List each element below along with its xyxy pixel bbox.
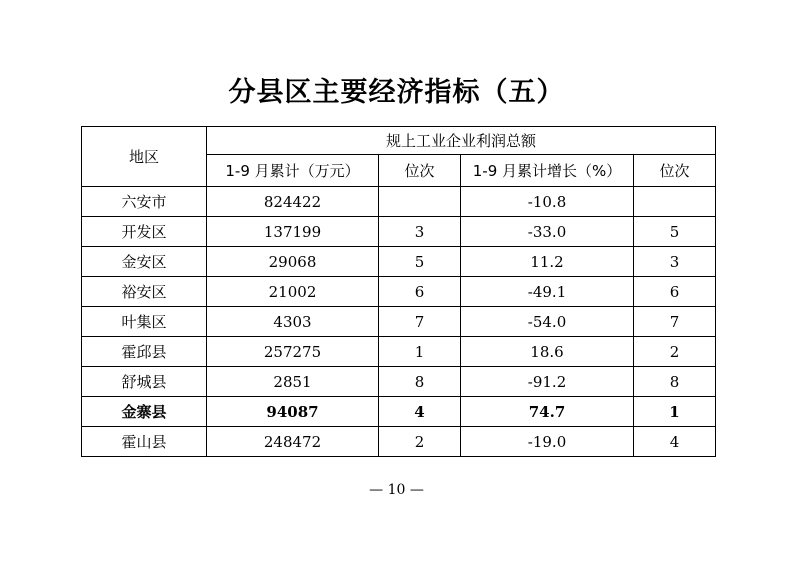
table-row	[82, 307, 716, 337]
growth-cell: 74.7	[461, 397, 634, 427]
growth-cell: -91.2	[461, 367, 634, 397]
growth-rank-cell: 6	[634, 277, 716, 307]
table-row	[82, 187, 716, 217]
rank-cell: 2	[379, 427, 461, 457]
indicator-table	[81, 126, 716, 457]
cumulative-cell: 94087	[207, 397, 379, 427]
growth-cell: -54.0	[461, 307, 634, 337]
rank-cell	[379, 187, 461, 217]
profit-group-header: 规上工业企业利润总额	[207, 127, 716, 155]
table-row	[82, 397, 716, 427]
rank-cell: 1	[379, 337, 461, 367]
region-header: 地区	[82, 127, 207, 187]
table-row	[82, 247, 716, 277]
cumulative-cell: 4303	[207, 307, 379, 337]
rank-cell: 5	[379, 247, 461, 277]
growth-rank-cell: 4	[634, 427, 716, 457]
cumulative-cell: 137199	[207, 217, 379, 247]
page-number: — 10 —	[369, 482, 424, 498]
rank-cell: 4	[379, 397, 461, 427]
table-row	[82, 217, 716, 247]
growth-cell: -10.8	[461, 187, 634, 217]
table-row	[82, 277, 716, 307]
region-cell: 裕安区	[82, 277, 207, 307]
table-row	[82, 337, 716, 367]
growth-cell: -33.0	[461, 217, 634, 247]
cumulative-cell: 248472	[207, 427, 379, 457]
growth-rank-cell: 2	[634, 337, 716, 367]
region-cell: 叶集区	[82, 307, 207, 337]
growth-cell: 11.2	[461, 247, 634, 277]
growth-cell: -49.1	[461, 277, 634, 307]
growth-rank-cell: 5	[634, 217, 716, 247]
cumulative-cell: 29068	[207, 247, 379, 277]
growth-rank-cell: 3	[634, 247, 716, 277]
growth-cell: -19.0	[461, 427, 634, 457]
region-cell: 六安市	[82, 187, 207, 217]
rank-cell: 3	[379, 217, 461, 247]
growth-rank-header: 位次	[634, 155, 716, 187]
growth-rank-cell	[634, 187, 716, 217]
region-cell: 霍山县	[82, 427, 207, 457]
rank-cell: 7	[379, 307, 461, 337]
region-cell: 金安区	[82, 247, 207, 277]
cumulative-header: 1-9 月累计（万元）	[207, 155, 379, 187]
cumulative-cell: 824422	[207, 187, 379, 217]
region-cell: 霍邱县	[82, 337, 207, 367]
table-row	[82, 427, 716, 457]
growth-cell: 18.6	[461, 337, 634, 367]
cumulative-cell: 257275	[207, 337, 379, 367]
growth-header: 1-9 月累计增长（%）	[461, 155, 634, 187]
growth-rank-cell: 1	[634, 397, 716, 427]
page-title: 分县区主要经济指标（五）	[228, 77, 565, 108]
rank-cell: 6	[379, 277, 461, 307]
growth-rank-cell: 7	[634, 307, 716, 337]
cumulative-cell: 21002	[207, 277, 379, 307]
table-row	[82, 367, 716, 397]
region-cell: 舒城县	[82, 367, 207, 397]
rank-header: 位次	[379, 155, 461, 187]
cumulative-cell: 2851	[207, 367, 379, 397]
region-cell: 开发区	[82, 217, 207, 247]
region-cell: 金寨县	[82, 397, 207, 427]
growth-rank-cell: 8	[634, 367, 716, 397]
rank-cell: 8	[379, 367, 461, 397]
